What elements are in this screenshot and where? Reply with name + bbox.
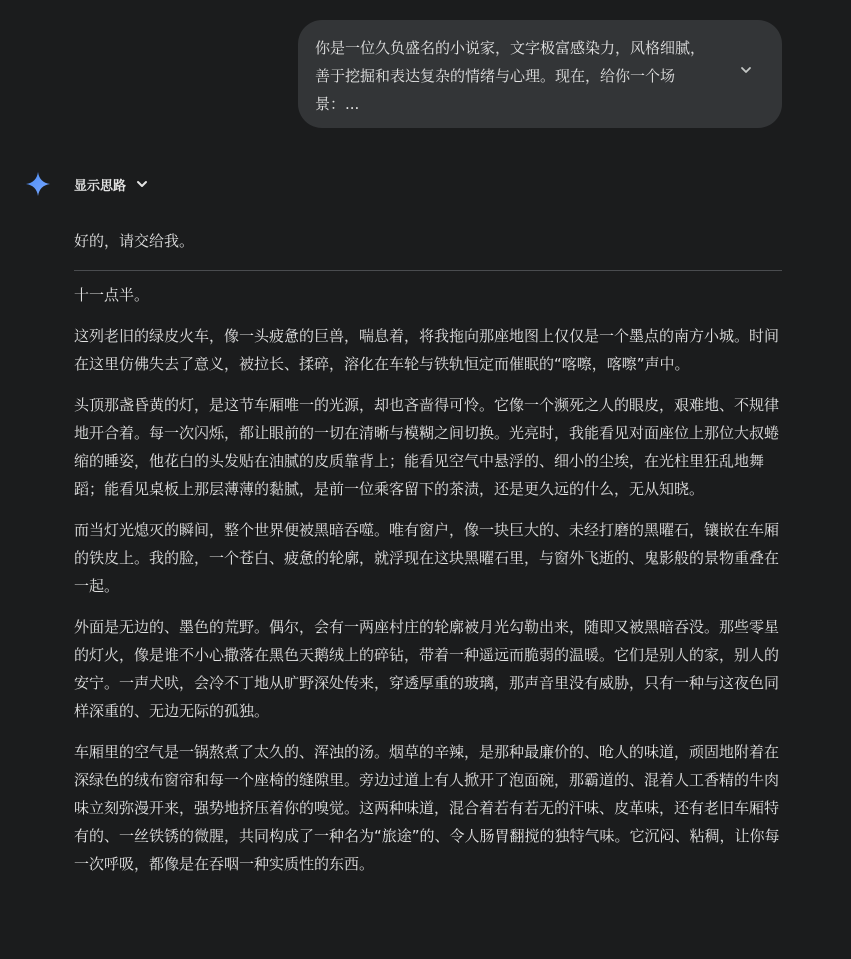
show-thoughts-label: 显示思路	[74, 178, 127, 194]
response-paragraph: 头顶那盏昏黄的灯，是这节车厢唯一的光源，却也吝啬得可怜。它像一个濒死之人的眼皮，艰难地、不规律地开合着。每一次闪烁，都让眼前的一切在清晰与模糊之间切换。光亮时，我能看见对面座位上那位大叔蜷缩的睡姿，他花白的头发贴在油腻的皮质靠背上；能看见空气中悬浮的、细小的尘埃，在光柱里狂乱地舞蹈；能看见桌板上那层薄薄的黏腻，是前一位乘客留下的茶渍，还是更久远的什么，无从知晓。	[74, 396, 780, 498]
user-message-bubble	[298, 20, 782, 128]
chevron-down-icon	[134, 176, 150, 192]
model-response	[74, 227, 782, 891]
gemini-spark-icon	[26, 172, 50, 196]
response-paragraph: 车厢里的空气是一锅熬煮了太久的、浑浊的汤。烟草的辛辣，是那种最廉价的、呛人的味道，顽固地附着在深绿色的绒布窗帘和每一个座椅的缝隙里。旁边过道上有人掀开了泡面碗，那霸道的、混着人工香精的牛肉味立刻弥漫开来，强势地挤压着你的嗅觉。这两种味道，混合着若有若无的汗味、皮革味，还有老旧车厢特有的、一丝铁锈的微腥，共同构成了一种名为“旅途”的、令人肠胃翻搅的独特气味。它沉闷、粘稠，让你每一次呼吸，都像是在吞咽一种实质性的东西。	[74, 743, 780, 873]
response-intro: 好的，请交给我。	[74, 232, 195, 250]
divider	[74, 270, 782, 271]
expand-chevron-icon[interactable]	[738, 62, 754, 78]
response-paragraph: 外面是无边的、墨色的荒野。偶尔，会有一两座村庄的轮廓被月光勾勒出来，随即又被黑暗吞没。那些零星的灯火，像是谁不小心撒落在黑色天鹅绒上的碎钻，带着一种遥远而脆弱的温暖。它们是别人的家，别人的安宁。一声犬吠，会冷不丁地从旷野深处传来，穿透厚重的玻璃，那声音里没有威胁，只有一种与这夜色同样深重的、无边无际的孤独。	[74, 618, 780, 720]
show-thoughts-toggle[interactable]	[74, 172, 150, 196]
response-paragraph: 而当灯光熄灭的瞬间，整个世界便被黑暗吞噬。唯有窗户，像一块巨大的、未经打磨的黑曜石，镶嵌在车厢的铁皮上。我的脸，一个苍白、疲惫的轮廓，就浮现在这块黑曜石里，与窗外飞逝的、鬼影般的景物重叠在一起。	[74, 521, 780, 595]
response-paragraph: 这列老旧的绿皮火车，像一头疲惫的巨兽，喘息着，将我拖向那座地图上仅仅是一个墨点的南方小城。时间在这里仿佛失去了意义，被拉长、揉碎，溶化在车轮与铁轨恒定而催眠的“喀嚓，喀嚓”声中。	[74, 327, 780, 373]
response-paragraph: 十一点半。	[74, 286, 150, 304]
user-message-text: 你是一位久负盛名的小说家，文字极富感染力，风格细腻，善于挖掘和表达复杂的情绪与心理。现在，给你一个场景：...	[315, 39, 706, 113]
